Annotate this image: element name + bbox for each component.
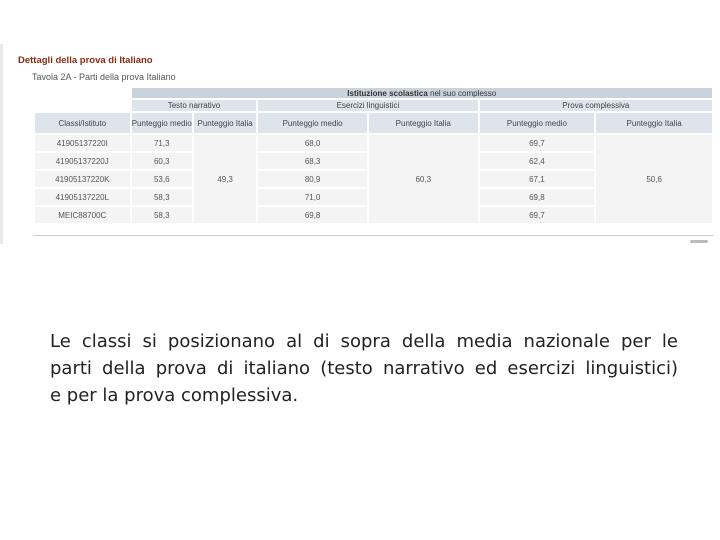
cell-narr-avg: 58,3 <box>132 189 192 205</box>
col-tot-italy: Punteggio Italia <box>596 113 712 133</box>
institution-header-sub: nel suo complesso <box>430 88 497 98</box>
group-narrative: Testo narrativo <box>132 100 257 111</box>
col-narr-italy: Punteggio Italia <box>194 113 256 133</box>
cell-narr-avg: 53,6 <box>132 171 192 187</box>
table-header-groups <box>35 100 712 111</box>
cell-tot-avg: 69,7 <box>480 207 595 223</box>
header-spacer <box>35 88 130 98</box>
cell-tot-italy: 50,6 <box>596 135 712 223</box>
table-header-main <box>35 88 712 98</box>
results-table <box>33 86 714 225</box>
caption-line: e per la prova complessiva. <box>50 385 299 406</box>
cell-ling-italy: 60,3 <box>369 135 478 223</box>
caption-line: Le classi si posizionano al di sopra della media nazionale per le <box>50 331 678 352</box>
cell-ling-avg: 68,0 <box>258 135 367 151</box>
col-narr-avg: Punteggio medio <box>132 113 192 133</box>
table-header-columns <box>35 113 712 133</box>
caption-line: parti della prova di italiano (testo narrativo ed esercizi linguistici) <box>50 358 678 379</box>
cell-narr-avg: 58,3 <box>132 207 192 223</box>
screenshot-edge <box>0 44 3 244</box>
cell-ling-avg: 80,9 <box>258 171 367 187</box>
table-screenshot <box>0 44 720 248</box>
col-class: Classi/Istituto <box>35 113 130 133</box>
cell-ling-avg: 69,8 <box>258 207 367 223</box>
table-row <box>35 135 712 151</box>
scroll-handle <box>690 240 708 243</box>
cell-tot-avg: 69,8 <box>480 189 595 205</box>
institution-header <box>132 88 712 98</box>
cell-class: 41905137220I <box>35 135 130 151</box>
group-linguistic: Esercizi linguistici <box>258 100 477 111</box>
cell-tot-avg: 69,7 <box>480 135 595 151</box>
col-ling-italy: Punteggio Italia <box>369 113 478 133</box>
caption-paragraph <box>50 328 678 409</box>
col-ling-avg: Punteggio medio <box>258 113 367 133</box>
table-caption: Tavola 2A - Parti della prova Italiano <box>32 72 176 82</box>
cell-ling-avg: 68,3 <box>258 153 367 169</box>
cell-class: MEIC88700C <box>35 207 130 223</box>
group-spacer <box>35 100 130 111</box>
table-bottom-divider <box>33 235 714 236</box>
cell-ling-avg: 71,0 <box>258 189 367 205</box>
cell-class: 41905137220K <box>35 171 130 187</box>
institution-header-label: Istituzione scolastica <box>347 88 428 98</box>
cell-class: 41905137220L <box>35 189 130 205</box>
group-total: Prova complessiva <box>480 100 712 111</box>
cell-tot-avg: 67,1 <box>480 171 595 187</box>
col-tot-avg: Punteggio medio <box>480 113 595 133</box>
cell-narr-avg: 71,3 <box>132 135 192 151</box>
cell-tot-avg: 62,4 <box>480 153 595 169</box>
cell-narr-italy: 49,3 <box>194 135 256 223</box>
cell-class: 41905137220J <box>35 153 130 169</box>
section-title: Dettagli della prova di Italiano <box>18 55 153 66</box>
cell-narr-avg: 60,3 <box>132 153 192 169</box>
